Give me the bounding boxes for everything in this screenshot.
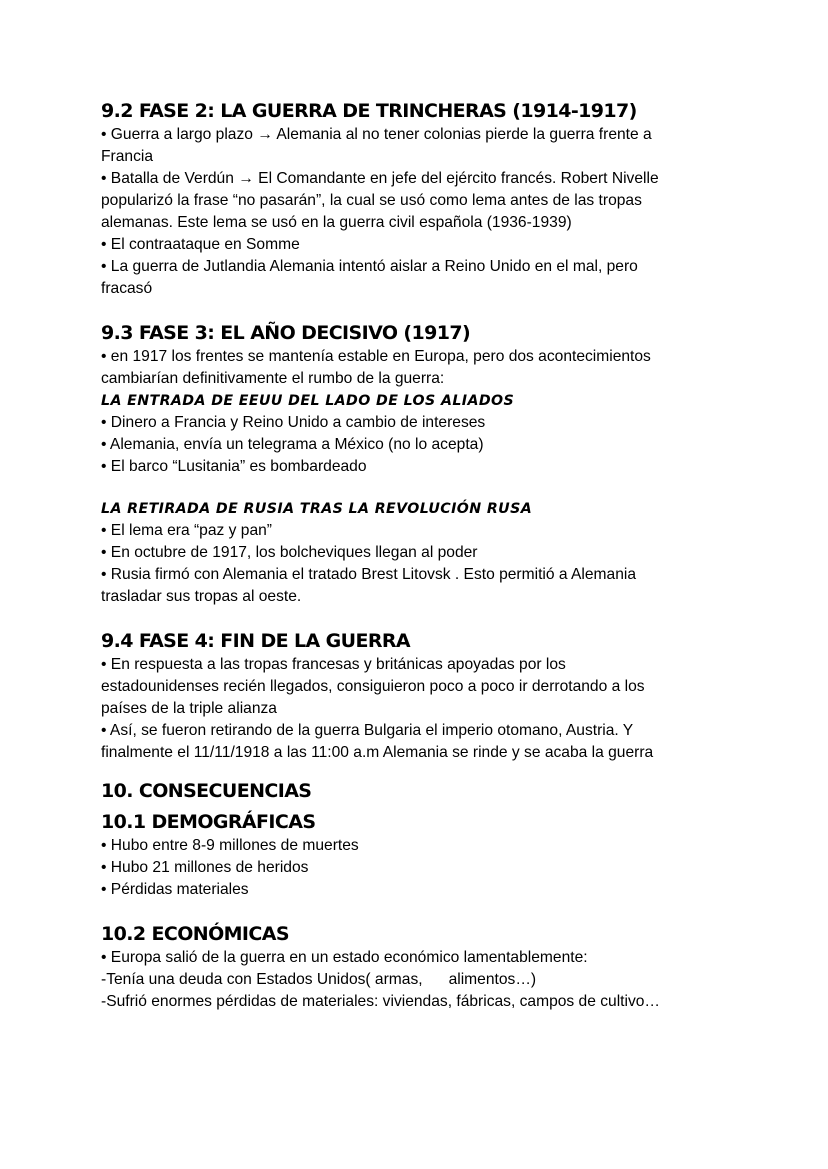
- paragraph-line: países de la triple alianza: [101, 700, 277, 717]
- paragraph-line: • en 1917 los frentes se mantenía estable en Europa, pero dos acontecimientos: [101, 348, 651, 365]
- subheading-rusia: LA RETIRADA DE RUSIA TRAS LA REVOLUCIÓN RUSA: [101, 501, 533, 517]
- bullet-item: • Hubo entre 8-9 millones de muertes: [101, 837, 359, 854]
- paragraph-line: cambiarían definitivamente el rumbo de la guerra:: [101, 370, 445, 387]
- heading-10-1: 10.1 DEMOGRÁFICAS: [101, 811, 316, 833]
- paragraph-line: trasladar sus tropas al oeste.: [101, 588, 302, 605]
- paragraph-line: Francia: [101, 148, 153, 165]
- paragraph-line: popularizó la frase “no pasarán”, la cual se usó como lema antes de las tropas: [101, 192, 642, 209]
- heading-9-4: 9.4 FASE 4: FIN DE LA GUERRA: [101, 630, 411, 652]
- paragraph-line: • El contraataque en Somme: [101, 236, 300, 253]
- paragraph-line: • La guerra de Jutlandia Alemania intentó aislar a Reino Unido en el mal, pero: [101, 258, 638, 275]
- subheading-eeuu: LA ENTRADA DE EEUU DEL LADO DE LOS ALIADOS: [101, 393, 515, 409]
- section-9-2: [101, 98, 801, 300]
- bullet-item: • Rusia firmó con Alemania el tratado Brest Litovsk . Esto permitió a Alemania: [101, 566, 637, 583]
- bullet-item: • El lema era “paz y pan”: [101, 522, 272, 539]
- document-page: [101, 98, 801, 1013]
- bullet-item: • Europa salió de la guerra en un estado económico lamentablemente:: [101, 949, 588, 966]
- bullet-item: • Hubo 21 millones de heridos: [101, 859, 309, 876]
- section-10: [101, 778, 801, 1013]
- paragraph-line: • En respuesta a las tropas francesas y británicas apoyadas por los: [101, 656, 566, 673]
- heading-10-2: 10.2 ECONÓMICAS: [101, 923, 289, 945]
- heading-9-2: 9.2 FASE 2: LA GUERRA DE TRINCHERAS (1914-1917): [101, 100, 637, 122]
- paragraph-line: fracasó: [101, 280, 153, 297]
- bullet-item: • El barco “Lusitania” es bombardeado: [101, 458, 367, 475]
- heading-10: 10. CONSECUENCIAS: [101, 780, 312, 802]
- paragraph-line: alemanas. Este lema se usó en la guerra civil española (1936-1939): [101, 214, 572, 231]
- heading-9-3: 9.3 FASE 3: EL AÑO DECISIVO (1917): [101, 322, 471, 344]
- paragraph-line: estadounidenses recién llegados, consiguieron poco a poco ir derrotando a los: [101, 678, 645, 695]
- bullet-item: • En octubre de 1917, los bolcheviques llegan al poder: [101, 544, 478, 561]
- paragraph-line: • Batalla de Verdún → El Comandante en jefe del ejército francés. Robert Nivelle: [101, 170, 659, 187]
- paragraph-line: -Tenía una deuda con Estados Unidos( armas, alimentos…): [101, 971, 537, 988]
- section-9-3: [101, 320, 801, 608]
- paragraph-line: finalmente el 11/11/1918 a las 11:00 a.m Alemania se rinde y se acaba la guerra: [101, 744, 654, 761]
- paragraph-line: -Sufrió enormes pérdidas de materiales: viviendas, fábricas, campos de cultivo…: [101, 993, 661, 1010]
- bullet-item: • Pérdidas materiales: [101, 881, 249, 898]
- bullet-item: • Alemania, envía un telegrama a México (no lo acepta): [101, 436, 484, 453]
- section-9-4: [101, 628, 801, 764]
- paragraph-line: • Guerra a largo plazo → Alemania al no tener colonias pierde la guerra frente a: [101, 126, 652, 143]
- bullet-item: • Dinero a Francia y Reino Unido a cambio de intereses: [101, 414, 486, 431]
- paragraph-line: • Así, se fueron retirando de la guerra Bulgaria el imperio otomano, Austria. Y: [101, 722, 634, 739]
